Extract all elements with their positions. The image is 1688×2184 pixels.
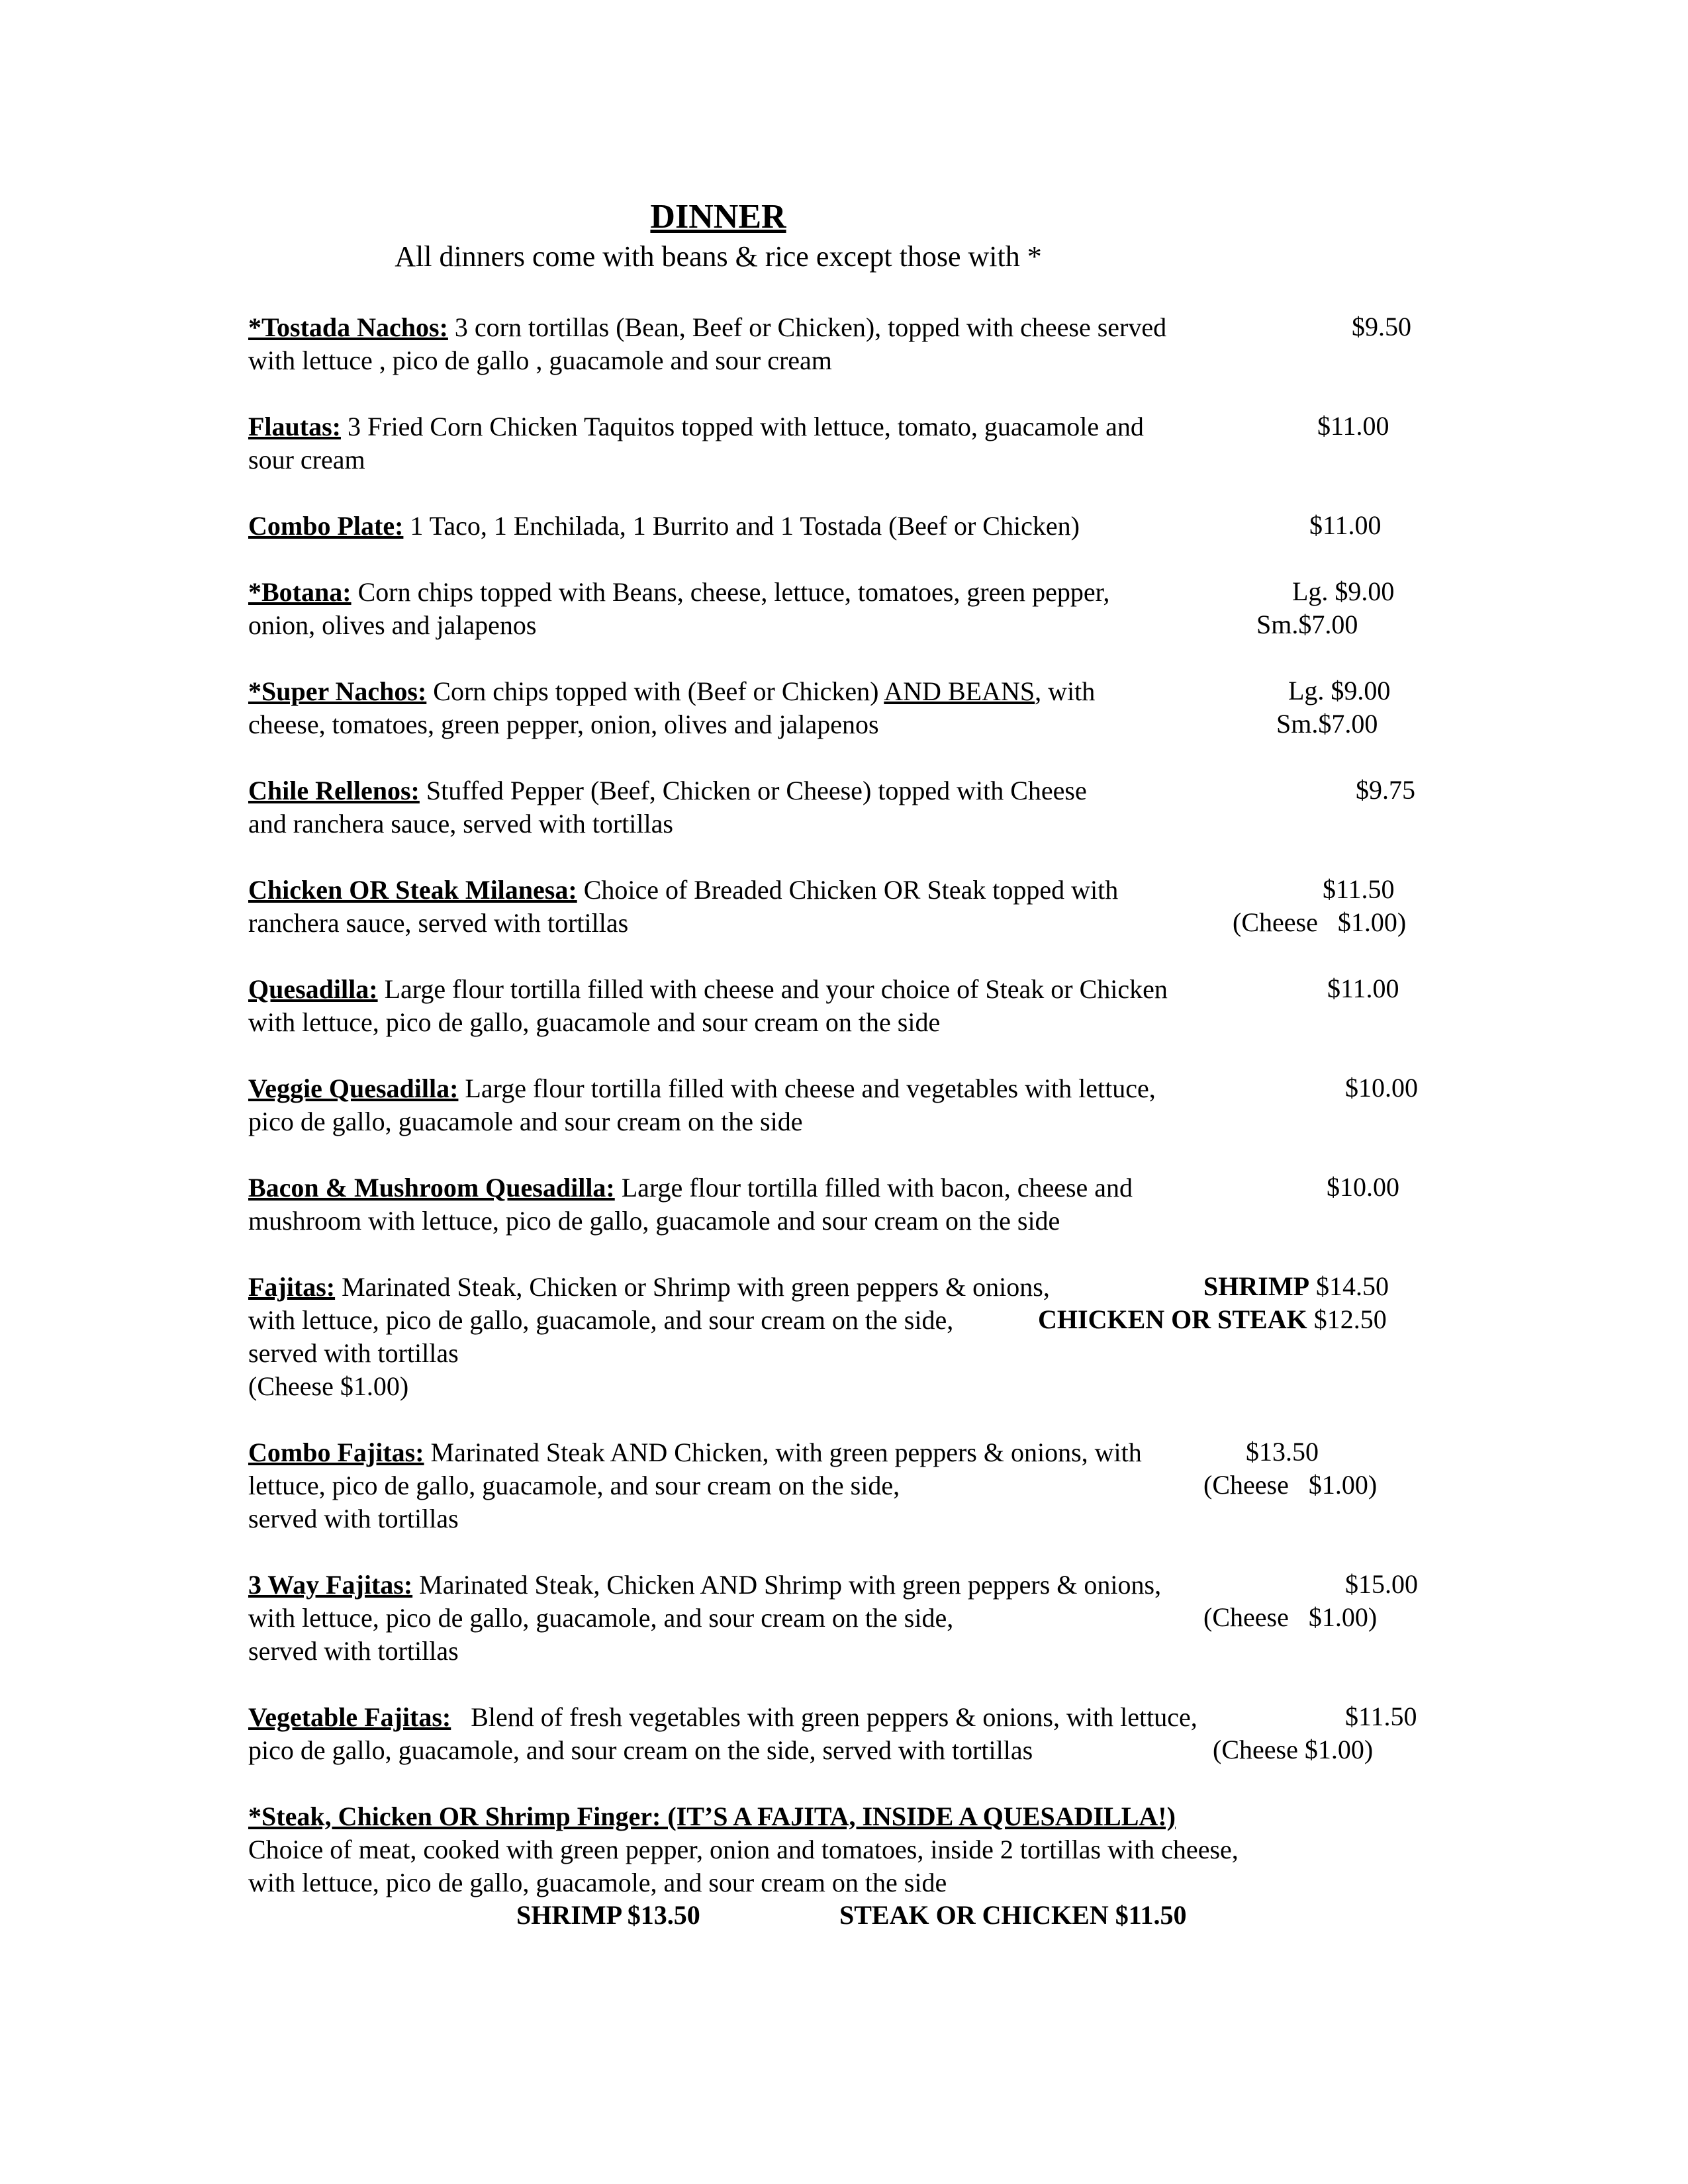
item-description: Choice of Breaded Chicken OR Steak topped with — [577, 875, 1119, 905]
item-description-emphasis: AND BEANS — [884, 676, 1035, 706]
item-cheese-note: (Cheese $1.00) — [248, 1371, 409, 1401]
item-description: mushroom with lettuce, pico de gallo, guacamole and sour cream on the side — [248, 1206, 1060, 1236]
item-description: with lettuce , pico de gallo , guacamole and sour cream — [248, 345, 832, 375]
page-subtitle: All dinners come with beans & rice except those with * — [395, 240, 1042, 273]
item-description: 1 Taco, 1 Enchilada, 1 Burrito and 1 Tostada (Beef or Chicken) — [403, 511, 1080, 541]
item-price-large: Lg. $9.00 — [1288, 676, 1391, 705]
item-description: Corn chips topped with Beans, cheese, lettuce, tomatoes, green pepper, — [351, 577, 1110, 607]
item-description: lettuce, pico de gallo, guacamole, and sour cream on the side, — [248, 1471, 900, 1500]
item-name: *Botana: — [248, 577, 352, 607]
item-price: $10.00 — [1327, 1172, 1399, 1202]
item-name: Fajitas: — [248, 1272, 336, 1302]
item-description: Large flour tortilla filled with cheese and your choice of Steak or Chicken — [377, 974, 1168, 1004]
item-price: $11.50 — [1323, 874, 1395, 904]
item-description: 3 Fried Corn Chicken Taquitos topped with lettuce, tomato, guacamole and — [341, 412, 1144, 441]
item-price-steak-chicken: STEAK OR CHICKEN $11.50 — [839, 1900, 1187, 1930]
item-price-large: Lg. $9.00 — [1292, 576, 1395, 606]
item-name: 3 Way Fajitas: — [248, 1570, 413, 1600]
item-name: *Tostada Nachos: — [248, 312, 448, 342]
item-name: Bacon & Mushroom Quesadilla: — [248, 1173, 615, 1203]
item-price-small: Sm.$7.00 — [1276, 709, 1378, 739]
item-name: *Steak, Chicken OR Shrimp Finger: (IT’S A FAJITA, INSIDE A QUESADILLA!) — [248, 1801, 1176, 1831]
item-description: served with tortillas — [248, 1504, 459, 1533]
item-name: Combo Plate: — [248, 511, 404, 541]
item-name: Chicken OR Steak Milanesa: — [248, 875, 577, 905]
item-description: served with tortillas — [248, 1636, 459, 1666]
item-name: *Super Nachos: — [248, 676, 427, 706]
item-name: Flautas: — [248, 412, 341, 441]
item-cheese-price: (Cheese $1.00) — [1203, 1470, 1378, 1500]
item-description: with lettuce, pico de gallo, guacamole and sour cream on the side — [248, 1007, 941, 1037]
item-name: Quesadilla: — [248, 974, 378, 1004]
item-name: Veggie Quesadilla: — [248, 1073, 459, 1103]
item-price-chicken-steak: CHICKEN OR STEAK $12.50 — [1038, 1304, 1387, 1334]
item-cheese-price: (Cheese $1.00) — [1233, 907, 1407, 937]
item-price: $10.00 — [1345, 1073, 1418, 1103]
item-price: $9.50 — [1352, 312, 1411, 341]
item-price-shrimp: SHRIMP $13.50 — [516, 1900, 700, 1930]
item-price-small: Sm.$7.00 — [1256, 610, 1358, 639]
item-description: Blend of fresh vegetables with green peppers & onions, with lettuce, — [451, 1702, 1197, 1732]
item-description: Choice of meat, cooked with green pepper, onion and tomatoes, inside 2 tortillas with cheese, — [248, 1835, 1239, 1864]
page-title: DINNER — [650, 198, 786, 236]
item-description: and ranchera sauce, served with tortillas — [248, 809, 673, 839]
item-description: Marinated Steak, Chicken AND Shrimp with green peppers & onions, — [412, 1570, 1162, 1600]
item-name: Chile Rellenos: — [248, 776, 420, 805]
item-description: served with tortillas — [248, 1338, 459, 1368]
item-description: 3 corn tortillas (Bean, Beef or Chicken), topped with cheese served — [447, 312, 1167, 342]
item-description: , with — [1035, 676, 1096, 706]
item-price: $13.50 — [1246, 1437, 1319, 1467]
item-description: with lettuce, pico de gallo, guacamole, and sour cream on the side, — [248, 1603, 954, 1633]
item-description: with lettuce, pico de gallo, guacamole, and sour cream on the side — [248, 1868, 947, 1897]
item-description: Marinated Steak AND Chicken, with green peppers & onions, with — [424, 1437, 1142, 1467]
item-price: $11.50 — [1345, 1702, 1417, 1731]
item-description: onion, olives and jalapenos — [248, 610, 537, 640]
item-cheese-price: (Cheese $1.00) — [1203, 1602, 1378, 1632]
item-description: with lettuce, pico de gallo, guacamole, and sour cream on the side, — [248, 1305, 954, 1335]
item-price: $11.00 — [1317, 411, 1389, 441]
item-price: $11.00 — [1327, 974, 1399, 1003]
item-description: Corn chips topped with (Beef or Chicken) — [426, 676, 884, 706]
item-description: Marinated Steak, Chicken or Shrimp with green peppers & onions, — [335, 1272, 1050, 1302]
item-description: Large flour tortilla filled with bacon, cheese and — [614, 1173, 1133, 1203]
item-description: pico de gallo, guacamole and sour cream on the side — [248, 1107, 803, 1136]
item-description: ranchera sauce, served with tortillas — [248, 908, 629, 938]
item-description: Large flour tortilla filled with cheese and vegetables with lettuce, — [458, 1073, 1156, 1103]
item-description: sour cream — [248, 445, 365, 475]
item-description: cheese, tomatoes, green pepper, onion, olives and jalapenos — [248, 709, 879, 739]
item-price: $11.00 — [1309, 510, 1382, 540]
item-price-shrimp: SHRIMP $14.50 — [1203, 1271, 1389, 1301]
item-price: $9.75 — [1356, 775, 1415, 805]
item-price: $15.00 — [1345, 1569, 1418, 1599]
item-name: Vegetable Fajitas: — [248, 1702, 451, 1732]
item-name: Combo Fajitas: — [248, 1437, 424, 1467]
item-description: Stuffed Pepper (Beef, Chicken or Cheese) topped with Cheese — [419, 776, 1087, 805]
item-cheese-price: (Cheese $1.00) — [1213, 1735, 1374, 1764]
item-description: pico de gallo, guacamole, and sour cream on the side, served with tortillas — [248, 1735, 1033, 1765]
